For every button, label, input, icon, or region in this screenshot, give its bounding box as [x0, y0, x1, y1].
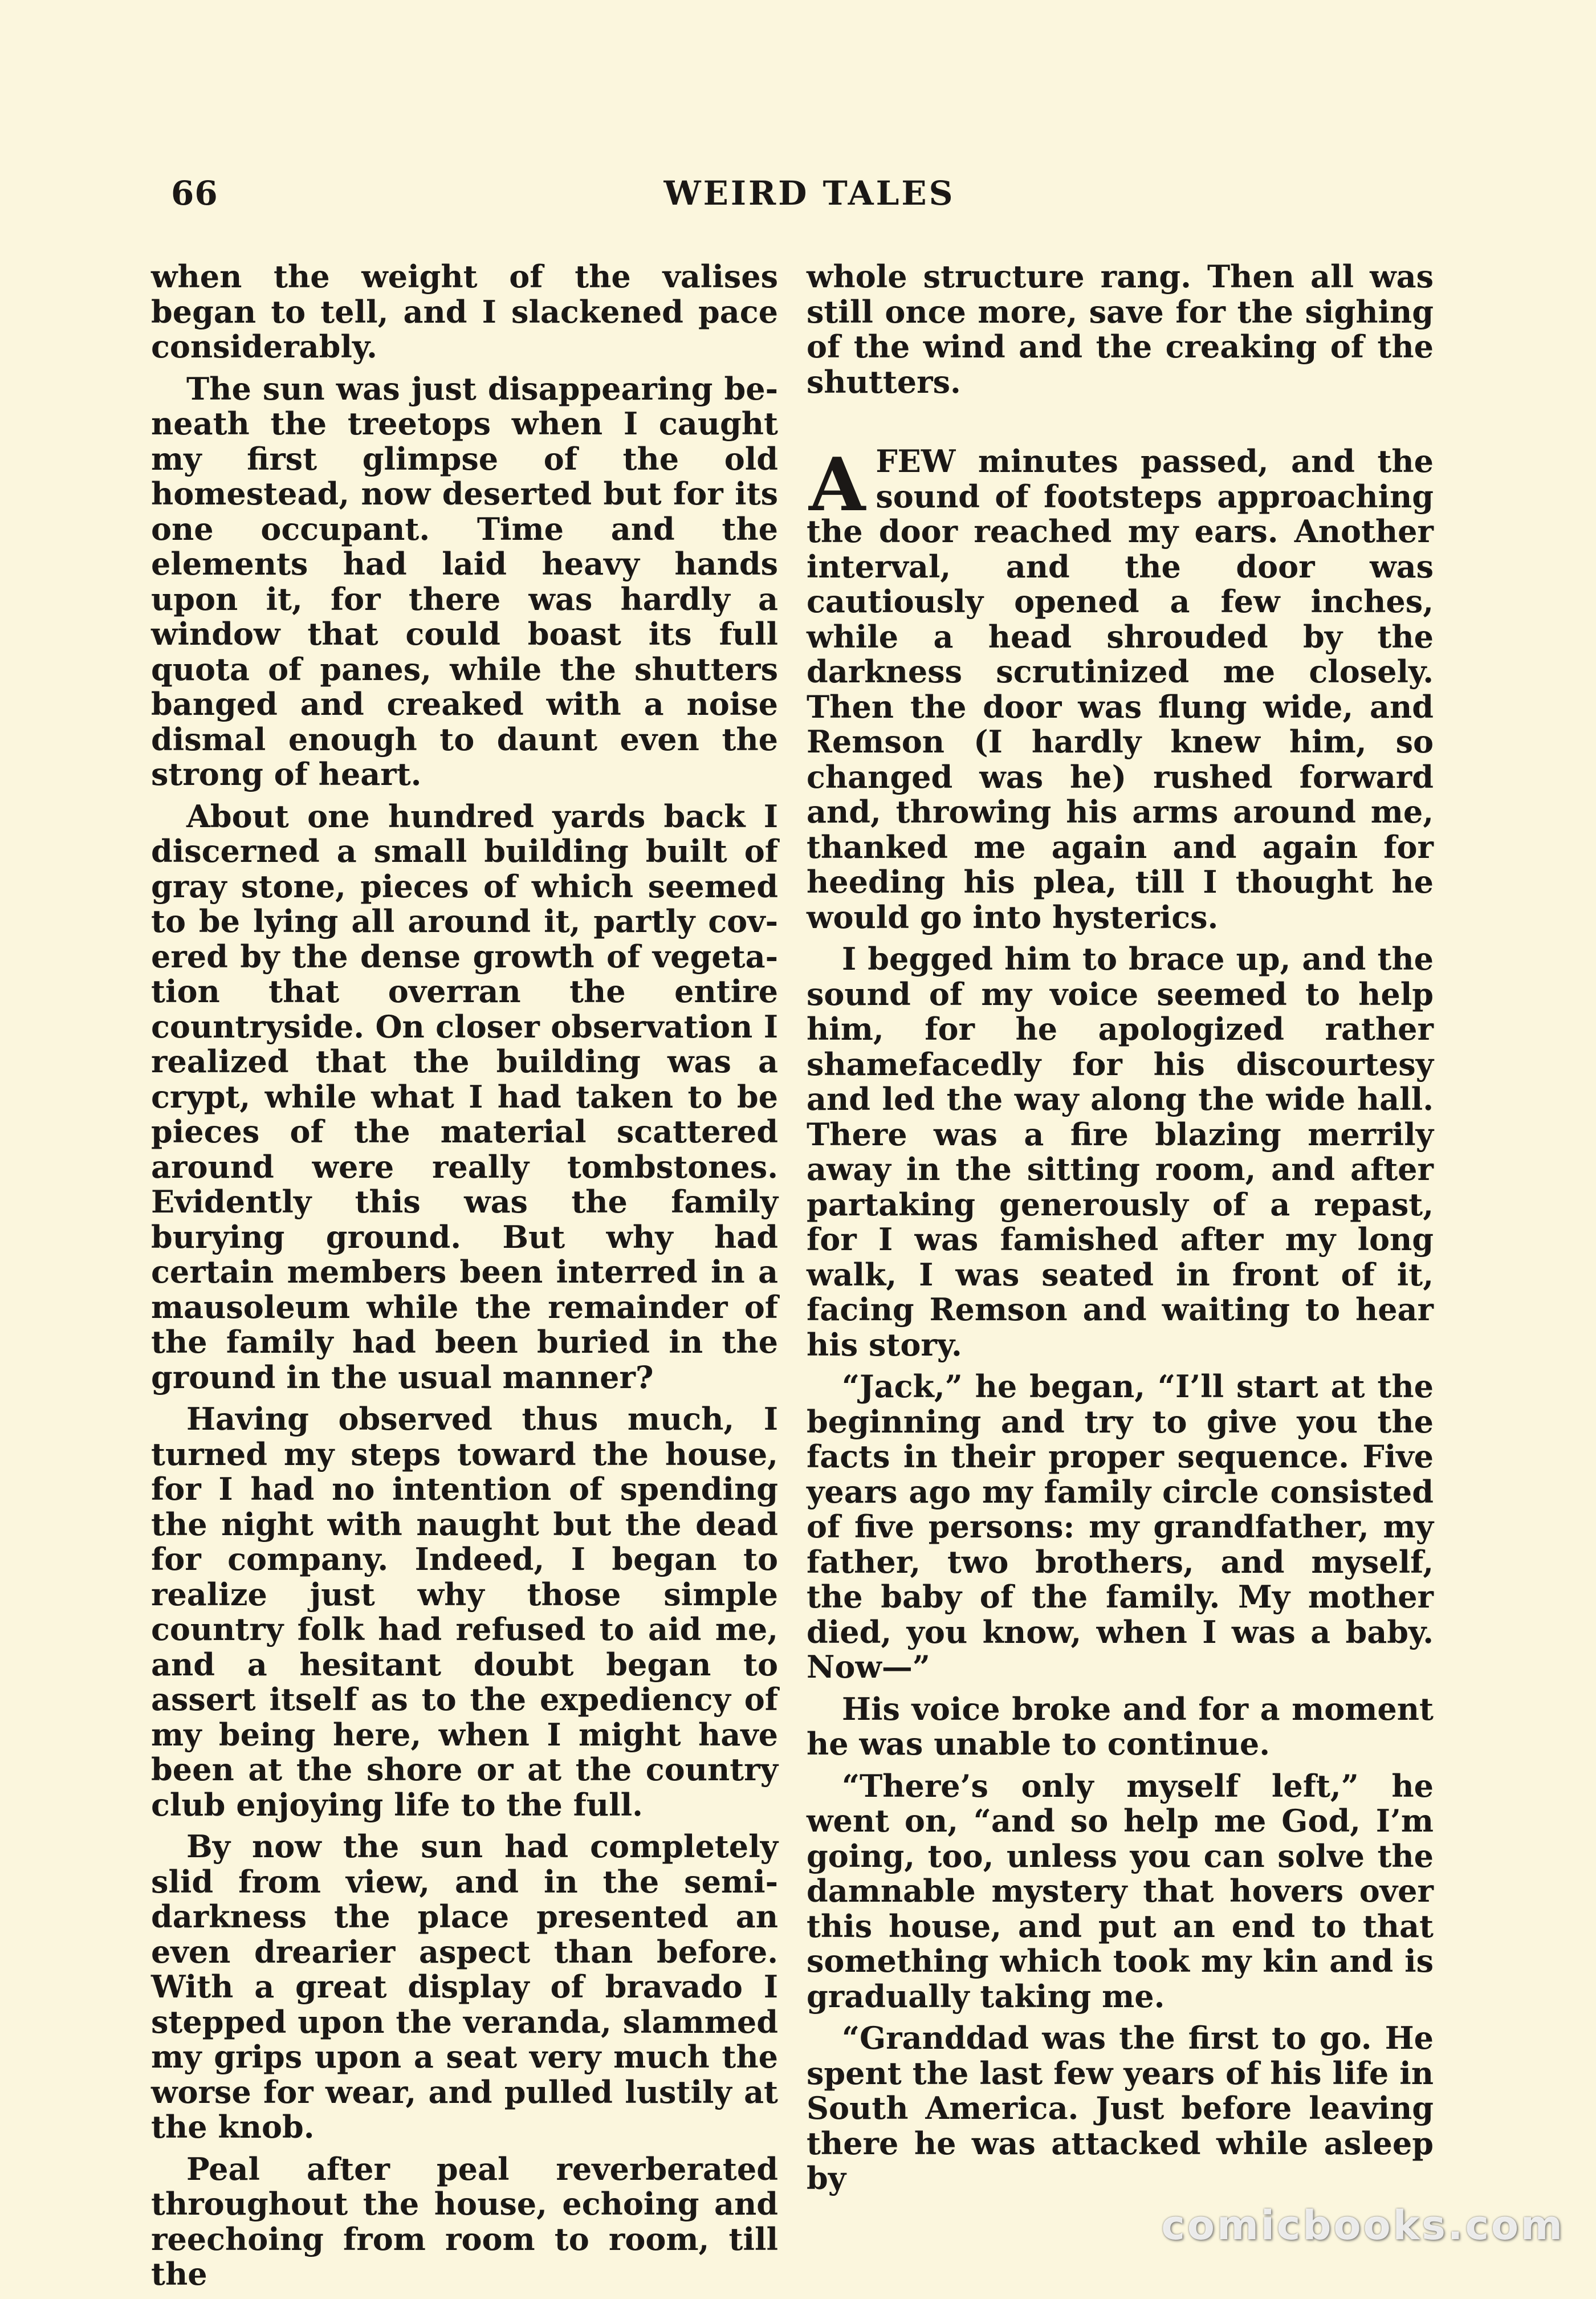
page-number: 66 [171, 174, 218, 213]
paragraph: The sun was just disappearing beneath the treetops when I caught my first glimpse of the old homestead, now deserted but for its one occupant. Time and the elements had laid heavy hands upon it, for there was hardly a window that could boast its full quota of panes, while the shutters banged and creaked with a noise dismal enough to daunt even the strong of heart. [151, 370, 778, 792]
left-column [151, 259, 778, 2299]
paragraph: whole structure rang. Then all was still once more, save for the sighing of the wind and the creaking of the shutters. [807, 258, 1434, 400]
site-watermark: comicbooks.com [1161, 2202, 1565, 2249]
paragraph: Having observed thus much, I turned my steps toward the house, for I had no intention of spending the night with naught but the dead for company. Indeed, I began to realize just why those simple country folk had refused to aid me, and a hesitant doubt began to assert itself as to the expediency of my being here, when I might have been at the shore or at the country club enjoying life to the full. [151, 1401, 778, 1823]
paragraph: I begged him to brace up, and the sound of my voice seemed to help him, for he apologized rather shamefacedly for his discourtesy and led the way along the wide hall. There was a fire blazing merrily away in the sitting room, and after partaking generously of a repast, for I was famished after my long walk, I was seated in front of it, facing Remson and waiting to hear his story. [807, 941, 1434, 1363]
paragraph: By now the sun had completely slid from view, and in the semi-darkness the place presented an even drearier aspect than before. With a great display of bravado I stepped upon the veranda, slammed my grips upon a seat very much the worse for wear, and pulled lustily at the knob. [151, 1828, 778, 2145]
paragraph: About one hundred yards back I discerned a small building built of gray stone, pieces of which seemed to be lying all around it, partly covered by the dense growth of vegetation that overran the entire countryside. On closer observation I realized that the building was a crypt, while what I had taken to be pieces of the material scattered around were really tombstones. Evidently this was the family burying ground. But why had certain members been interred in a mausoleum while the remainder of the family had been buried in the ground in the usual manner? [151, 797, 778, 1395]
paragraph: when the weight of the valises began to tell, and I slackened pace considerably. [151, 258, 778, 365]
paragraph: Peal after peal reverberated throughout the house, echoing and reechoing from room to room, till the [151, 2150, 778, 2292]
right-column [807, 259, 1434, 2203]
section-opening-text: FEW minutes passed, and the sound of footsteps approaching the door reached my ears. Another interval, and the door was cautiously opened a few inches, while a head shrouded by the darkness scrutinized me closely. Then the door was flung wide, and Remson (I hardly knew him, so changed was he) rushed forward and, throwing his arms around me, thanked me again and again for heeding his plea, till I thought he would go into hysterics. [807, 443, 1434, 935]
paragraph: “Granddad was the first to go. He spent the last few years of his life in South America. Just before leaving there he was attacked while asleep by [807, 2020, 1434, 2196]
paragraph: His voice broke and for a moment he was unable to continue. [807, 1690, 1434, 1762]
page-header [171, 174, 1448, 219]
section-opening-paragraph [807, 444, 1434, 935]
running-title: WEIRD TALES [663, 174, 955, 213]
drop-cap: A [809, 442, 866, 528]
paragraph: “There’s only myself left,” he went on, “and so help me God, I’m going, too, unless you can solve the damnable mystery that hovers over this house, and put an end to that something which took my kin and is gradually taking me. [807, 1767, 1434, 2015]
paragraph: “Jack,” he began, “I’ll start at the beginning and try to give you the facts in their proper sequence. Five years ago my family circle consisted of five persons: my grandfather, my father, two brothers, and myself, the baby of the family. My mother died, you know, when I was a baby. Now—” [807, 1368, 1434, 1685]
